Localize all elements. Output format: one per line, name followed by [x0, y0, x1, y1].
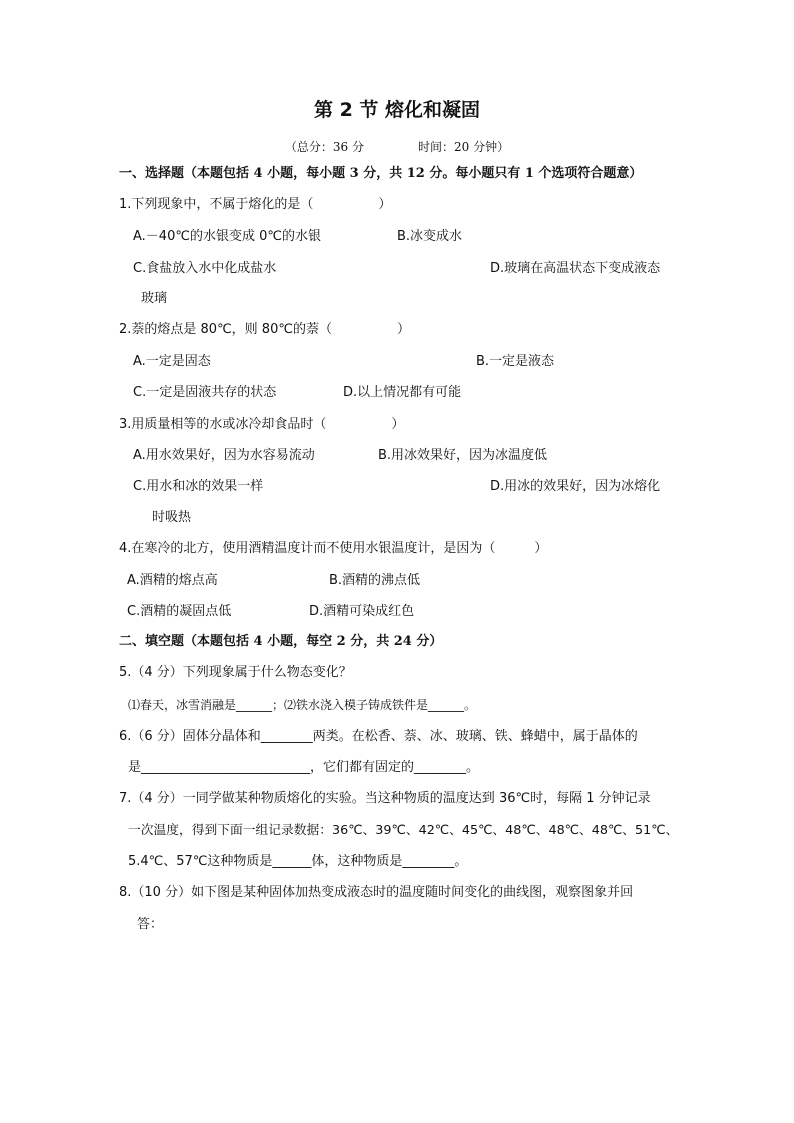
q2-option-b: B.一定是液态: [476, 354, 555, 369]
q1-option-d: D.玻璃在高温状态下变成液态: [490, 261, 661, 276]
q3-option-d: D.用冰的效果好，因为冰熔化: [490, 479, 661, 494]
q7-line-1: 7.（4 分）一同学做某种物质熔化的实验。当这种物质的温度达到 36℃时，每隔 1 分钟记录: [119, 791, 651, 806]
q6-line-1: 6.（6 分）固体分晶体和________两类。在松香、萘、冰、玻璃、铁、蜂蜡中，属于晶体的: [119, 729, 638, 744]
q8-line-1: 8.（10 分）如下图是某种固体加热变成液态时的温度随时间变化的曲线图，观察图象并回: [119, 885, 634, 900]
q5-blanks: ⑴春天，冰雪消融是______；⑵铁水浇入模子铸成铁件是______。: [128, 698, 477, 712]
q2-option-a: A.一定是固态: [133, 354, 211, 369]
q3-option-b: B.用冰效果好，因为冰温度低: [378, 448, 548, 463]
q7-line-3: 5.4℃、57℃这种物质是______体，这种物质是________。: [128, 854, 468, 869]
q7-line-2: 一次温度，得到下面一组记录数据：36℃、39℃、42℃、45℃、48℃、48℃、48℃、51℃、: [128, 823, 679, 838]
section-2-heading: 二、填空题（本题包括 4 小题，每空 2 分，共 24 分）: [119, 634, 443, 649]
page-title: 第 2 节 熔化和凝固: [313, 99, 481, 121]
section-1-heading: 一、选择题（本题包括 4 小题，每小题 3 分，共 12 分。每小题只有 1 个选项符合题意）: [119, 166, 643, 181]
q4-option-b: B.酒精的沸点低: [329, 573, 421, 588]
q8-line-2: 答：: [137, 917, 164, 932]
q4-stem: 4.在寒冷的北方，使用酒精温度计而不使用水银温度计，是因为（ ）: [119, 541, 548, 556]
q4-option-d: D.酒精可染成红色: [309, 604, 415, 619]
q2-option-c: C.一定是固液共存的状态: [133, 385, 277, 400]
q6-line-2: 是__________________________，它们都有固定的________。: [128, 760, 480, 775]
q3-option-a: A.用水效果好，因为水容易流动: [133, 448, 315, 463]
exam-meta: [0, 138, 794, 156]
q3-option-d-cont: 时吸热: [152, 510, 192, 525]
q1-stem: 1.下列现象中，不属于熔化的是（ ）: [119, 197, 392, 212]
total-score: （总分：36 分: [284, 140, 364, 154]
q1-option-d-cont: 玻璃: [141, 291, 168, 306]
q1-option-b: B.冰变成水: [397, 229, 463, 244]
q5-stem: 5.（4 分）下列现象属于什么物态变化？: [119, 665, 352, 680]
q4-option-c: C.酒精的凝固点低: [127, 604, 232, 619]
q1-option-a: A.－40℃的水银变成 0℃的水银: [133, 229, 321, 244]
q3-stem: 3.用质量相等的水或冰冷却食品时（ ）: [119, 417, 405, 432]
q2-stem: 2.萘的熔点是 80℃，则 80℃的萘（ ）: [119, 322, 410, 337]
q3-option-c: C.用水和冰的效果一样: [133, 479, 264, 494]
time-limit: 时间：20 分钟）: [418, 140, 510, 154]
q1-option-c: C.食盐放入水中化成盐水: [133, 261, 277, 276]
q2-option-d: D.以上情况都有可能: [343, 385, 462, 400]
q4-option-a: A.酒精的熔点高: [127, 573, 218, 588]
